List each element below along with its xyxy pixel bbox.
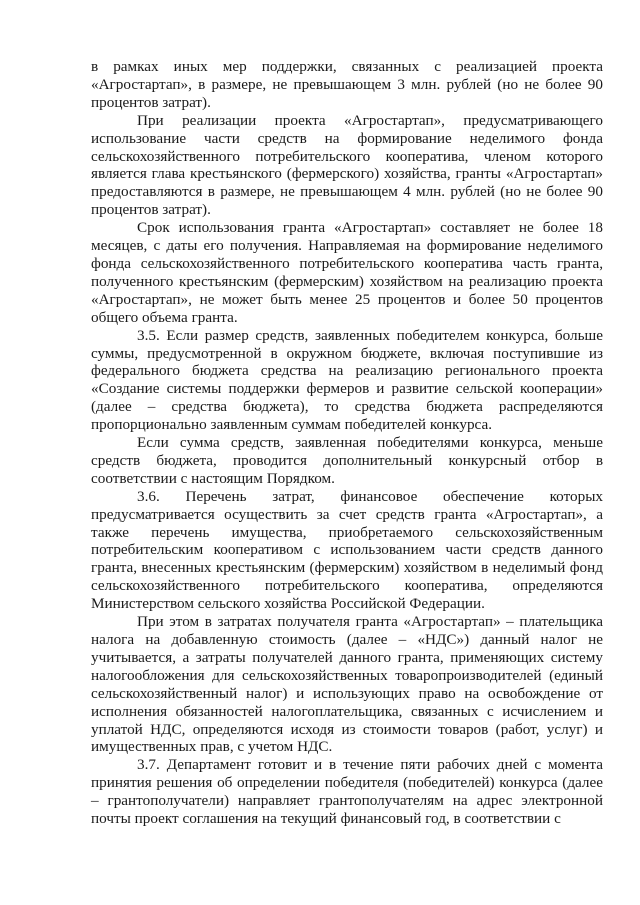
paragraph-vat-note: При этом в затратах получателя гранта «Агростартап» – плательщика налога на добавленную стоимость (далее – «НДС») данный налог не учитывается, а затраты получателей данного гранта, применяющих систему налогообложения для сельскохозяйственных товаропроизводителей (единый сельскохозяйственный налог) и использующих право на освобождение от исполнения обязанностей налогоплательщика, связанных с исчислением и уплатой НДС, определяются исходя из стоимости товаров (работ, услуг) и имущественных прав, с учетом НДС. [91,613,603,756]
paragraph-clause-3-5: 3.5. Если размер средств, заявленных победителем конкурса, больше суммы, предусмотренной в окружном бюджете, включая поступившие из федерального бюджета средства на реализацию регионального проекта «Создание системы поддержки фермеров и развитие сельской кооперации» (далее – средства бюджета), то средства бюджета распределяются пропорционально заявленным суммам победителей конкурса. [91,326,603,434]
paragraph-clause-3-5-additional: Если сумма средств, заявленная победителями конкурса, меньше средств бюджета, проводится дополнительный конкурсный отбор в соответствии с настоящим Порядком. [91,434,603,487]
paragraph-cooperative-share: При реализации проекта «Агростартап», предусматривающего использование части средств на формирование неделимого фонда сельскохозяйственного потребительского кооператива, членом которого является глава крестьянского (фермерского) хозяйства, гранты «Агростартап» предоставляются в размере, не превышающем 4 млн. рублей (но не более 90 процентов затрат). [91,111,603,219]
document-body [91,58,603,828]
paragraph-continuation: в рамках иных мер поддержки, связанных с реализацией проекта «Агростартап», в размере, не превышающем 3 млн. рублей (но не более 90 процентов затрат). [91,58,603,111]
paragraph-clause-3-6: 3.6. Перечень затрат, финансовое обеспечение которых предусматривается осуществить за счет средств гранта «Агростартап», а также перечень имущества, приобретаемого сельскохозяйственным потребительским кооперативом с использованием части средств данного гранта, внесенных крестьянским (фермерским) хозяйством в неделимый фонд сельскохозяйственного потребительского кооператива, определяются Министерством сельского хозяйства Российской Федерации. [91,487,603,613]
paragraph-grant-term: Срок использования гранта «Агростартап» составляет не более 18 месяцев, с даты его получения. Направляемая на формирование неделимого фонда сельскохозяйственного потребительского кооператива часть гранта, полученного крестьянским (фермерским) хозяйством на реализацию проекта «Агростартап», не может быть менее 25 процентов и более 50 процентов общего объема гранта. [91,219,603,326]
paragraph-clause-3-7: 3.7. Департамент готовит и в течение пяти рабочих дней с момента принятия решения об определении победителя (победителей) конкурса (далее – грантополучатели) направляет грантополучателям на адрес электронной почты проект соглашения на текущий финансовый год, в соответствии с [91,756,603,828]
